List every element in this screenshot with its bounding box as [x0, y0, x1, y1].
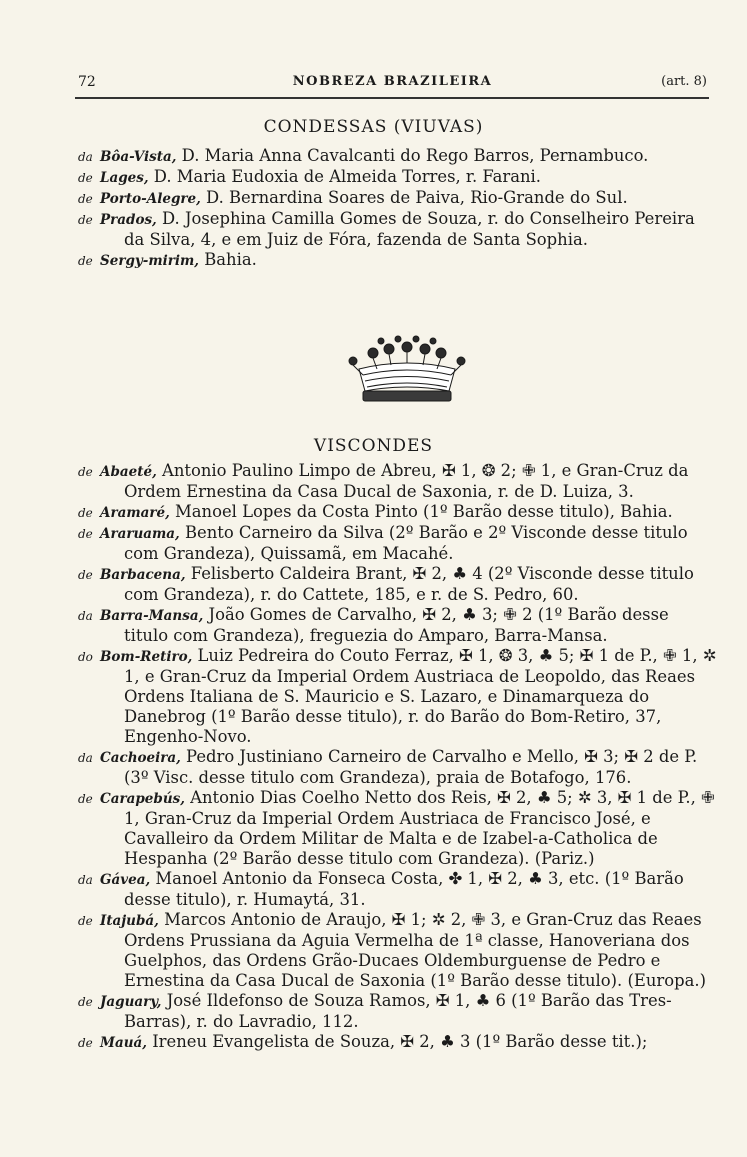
- list-item: de Jaguary, José Ildefonso de Souza Ramos, ✠ 1, ♣ 6 (1º Barão das Tres-Barras), r. do Lavradio, 112.: [78, 991, 672, 1031]
- list-item: de Carapebús, Antonio Dias Coelho Netto dos Reis, ✠ 2, ♣ 5; ✲ 3, ✠ 1 de P., ✙ 1, Gran-Cruz da Imperial Ordem Austriaca de Francisco José, e Cavalleiro da Ordem Militar de Malta e de Izabel-a-Catholica de Hespanha (2º Barão desse titulo com Grandeza). (Pariz.): [78, 788, 715, 868]
- article-reference: (art. 8): [661, 74, 707, 89]
- list-item: do Bom-Retiro, Luiz Pedreira do Couto Ferraz, ✠ 1, ❂ 3, ♣ 5; ✠ 1 de P., ✙ 1, ✲ 1, e Gran-Cruz da Imperial Ordem Austriaca de Leopoldo, das Reaes Ordens Italiana de S. Mauricio e S. Lazaro, e Dinamarqueza do Danebrog (1º Barão desse titulo), r. do Barão do Bom-Retiro, 37, Engenho-Novo.: [78, 646, 717, 746]
- running-title: NOBREZA BRAZILEIRA: [292, 74, 493, 89]
- list-item: de Abaeté, Antonio Paulino Limpo de Abreu, ✠ 1, ❂ 2; ✙ 1, e Gran-Cruz da Ordem Ernestina da Casa Ducal de Saxonia, r. de D. Luiza, 3.: [78, 461, 689, 501]
- list-item: de Sergy-mirim, Bahia.: [78, 250, 257, 269]
- viscondes-heading: VISCONDES: [313, 436, 434, 456]
- list-item: da Cachoeira, Pedro Justiniano Carneiro de Carvalho e Mello, ✠ 3; ✠ 2 de P. (3º Visc. desse titulo com Grandeza), praia de Botafogo, 176.: [78, 747, 698, 787]
- condessas-list: [78, 146, 717, 271]
- viscondes-list: [78, 461, 717, 1053]
- page-number: 72: [78, 74, 96, 90]
- list-item: da Barra-Mansa, João Gomes de Carvalho, ✠ 2, ♣ 3; ✙ 2 (1º Barão desse titulo com Grandeza), freguezia do Amparo, Barra-Mansa.: [78, 605, 669, 645]
- running-header: [78, 74, 707, 94]
- list-item: de Itajubá, Marcos Antonio de Araujo, ✠ 1; ✲ 2, ✙ 3, e Gran-Cruz das Reaes Ordens Prussiana da Aguia Vermelha de 1ª classe, Hanoveriana dos Guelphos, das Ordens Grão-Ducaes Oldemburguense de Pedro e Ernestina da Casa Ducal de Saxonia (1º Barão desse titulo). (Europa.): [78, 910, 706, 990]
- list-item: de Lages, D. Maria Eudoxia de Almeida Torres, r. Farani.: [78, 167, 542, 186]
- list-item: de Mauá, Ireneu Evangelista de Souza, ✠ 2, ♣ 3 (1º Barão desse tit.);: [78, 1032, 648, 1051]
- list-item: de Barbacena, Felisberto Caldeira Brant, ✠ 2, ♣ 4 (2º Visconde desse titulo com Grandeza), r. do Cattete, 185, e r. de S. Pedro, 60.: [78, 564, 694, 604]
- list-item: de Porto-Alegre, D. Bernardina Soares de Paiva, Rio-Grande do Sul.: [78, 188, 628, 207]
- list-item: da Gávea, Manoel Antonio da Fonseca Costa, ✤ 1, ✠ 2, ♣ 3, etc. (1º Barão desse titulo), r. Humaytá, 31.: [78, 869, 684, 909]
- list-item: de Aramaré, Manoel Lopes da Costa Pinto (1º Barão desse titulo), Bahia.: [78, 502, 673, 521]
- viscount-coronet-icon: [337, 335, 477, 407]
- header-rule: [75, 97, 709, 99]
- list-item: de Araruama, Bento Carneiro da Silva (2º Barão e 2º Visconde desse titulo com Grandeza), Quissamã, em Macahé.: [78, 523, 688, 563]
- list-item: da Bôa-Vista, D. Maria Anna Cavalcanti do Rego Barros, Pernambuco.: [78, 146, 649, 165]
- list-item: de Prados, D. Josephina Camilla Gomes de Souza, r. do Conselheiro Pereira da Silva, 4, e em Juiz de Fóra, fazenda de Santa Sophia.: [78, 209, 695, 249]
- condessas-heading: CONDESSAS (VIUVAS): [263, 117, 484, 137]
